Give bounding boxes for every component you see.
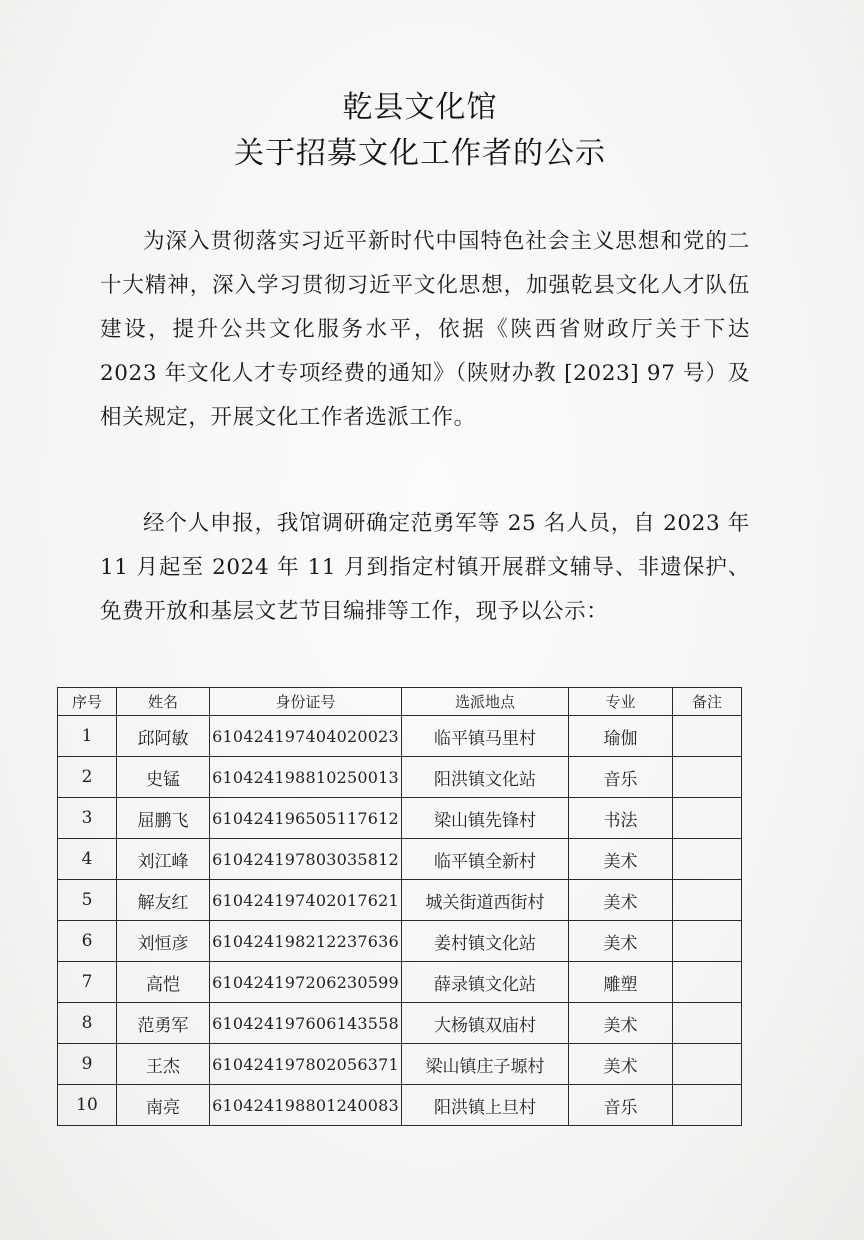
- cell-index: 2: [58, 757, 117, 798]
- cell-remarks: [673, 1085, 742, 1126]
- cell-specialty: 雕塑: [569, 962, 673, 1003]
- cell-index: 1: [58, 716, 117, 757]
- cell-index: 3: [58, 798, 117, 839]
- cell-id-number: 610424197803035812: [210, 839, 402, 880]
- cell-location: 大杨镇双庙村: [402, 1003, 569, 1044]
- cell-id-number: 610424198801240083: [210, 1085, 402, 1126]
- cell-name: 南亮: [117, 1085, 210, 1126]
- cell-id-number: 610424197402017621: [210, 880, 402, 921]
- table-row: [58, 1085, 742, 1126]
- cell-index: 10: [58, 1085, 117, 1126]
- cell-remarks: [673, 880, 742, 921]
- cell-id-number: 610424198212237636: [210, 921, 402, 962]
- cell-location: 临平镇马里村: [402, 716, 569, 757]
- document-title: 关于招募文化工作者的公示: [234, 136, 606, 171]
- header-name: 姓名: [117, 688, 210, 716]
- cell-name: 范勇军: [117, 1003, 210, 1044]
- table-row: [58, 1003, 742, 1044]
- cell-location: 阳洪镇上旦村: [402, 1085, 569, 1126]
- cell-index: 6: [58, 921, 117, 962]
- table-row: [58, 880, 742, 921]
- cell-location: 梁山镇庄子塬村: [402, 1044, 569, 1085]
- cell-specialty: 美术: [569, 921, 673, 962]
- header-id-number: 身份证号: [210, 688, 402, 716]
- cell-location: 薛录镇文化站: [402, 962, 569, 1003]
- body-paragraph-1: 为深入贯彻落实习近平新时代中国特色社会主义思想和党的二十大精神，深入学习贯彻习近平文化思想，加强乾县文化人才队伍建设，提升公共文化服务水平，依据《陕西省财政厅关于下达 2023 年文化人才专项经费的通知》（陕财办教 [2023] 97 号）及相关规定，开展文化工作者选派工作。: [100, 229, 750, 430]
- table-row: [58, 716, 742, 757]
- cell-name: 邱阿敏: [117, 716, 210, 757]
- cell-index: 7: [58, 962, 117, 1003]
- header-location: 选派地点: [402, 688, 569, 716]
- header-remarks: 备注: [673, 688, 742, 716]
- cell-specialty: 美术: [569, 880, 673, 921]
- cell-name: 刘江峰: [117, 839, 210, 880]
- cell-location: 阳洪镇文化站: [402, 757, 569, 798]
- cell-index: 9: [58, 1044, 117, 1085]
- document-title-org: 乾县文化馆: [342, 90, 498, 125]
- table-row: [58, 757, 742, 798]
- cell-index: 8: [58, 1003, 117, 1044]
- cell-location: 梁山镇先锋村: [402, 798, 569, 839]
- cell-specialty: 音乐: [569, 1085, 673, 1126]
- cell-remarks: [673, 921, 742, 962]
- cell-id-number: 610424197802056371: [210, 1044, 402, 1085]
- cell-name: 王杰: [117, 1044, 210, 1085]
- cell-id-number: 610424197404020023: [210, 716, 402, 757]
- cell-specialty: 书法: [569, 798, 673, 839]
- table-header-row: [58, 688, 742, 716]
- cell-specialty: 音乐: [569, 757, 673, 798]
- body-paragraph-2: 经个人申报，我馆调研确定范勇军等 25 名人员，自 2023 年 11 月起至 2024 年 11 月到指定村镇开展群文辅导、非遗保护、免费开放和基层文艺节目编排等工作，现予以公示：: [100, 511, 750, 624]
- cell-index: 5: [58, 880, 117, 921]
- cell-remarks: [673, 716, 742, 757]
- header-specialty: 专业: [569, 688, 673, 716]
- cell-remarks: [673, 839, 742, 880]
- cell-specialty: 美术: [569, 1003, 673, 1044]
- cell-name: 刘恒彦: [117, 921, 210, 962]
- cell-remarks: [673, 1003, 742, 1044]
- cell-specialty: 瑜伽: [569, 716, 673, 757]
- cell-name: 高恺: [117, 962, 210, 1003]
- cell-index: 4: [58, 839, 117, 880]
- table-row: [58, 798, 742, 839]
- cell-location: 城关街道西街村: [402, 880, 569, 921]
- cell-specialty: 美术: [569, 839, 673, 880]
- table-row: [58, 921, 742, 962]
- cell-location: 姜村镇文化站: [402, 921, 569, 962]
- table-row: [58, 1044, 742, 1085]
- cell-id-number: 610424198810250013: [210, 757, 402, 798]
- table-row: [58, 839, 742, 880]
- cell-specialty: 美术: [569, 1044, 673, 1085]
- header-index: 序号: [58, 688, 117, 716]
- cell-remarks: [673, 757, 742, 798]
- cell-remarks: [673, 962, 742, 1003]
- cell-remarks: [673, 798, 742, 839]
- cell-id-number: 610424197606143558: [210, 1003, 402, 1044]
- table-row: [58, 962, 742, 1003]
- cell-location: 临平镇全新村: [402, 839, 569, 880]
- cell-id-number: 610424197206230599: [210, 962, 402, 1003]
- personnel-table: [57, 687, 742, 1126]
- cell-name: 解友红: [117, 880, 210, 921]
- cell-id-number: 610424196505117612: [210, 798, 402, 839]
- cell-name: 史锰: [117, 757, 210, 798]
- cell-remarks: [673, 1044, 742, 1085]
- cell-name: 屈鹏飞: [117, 798, 210, 839]
